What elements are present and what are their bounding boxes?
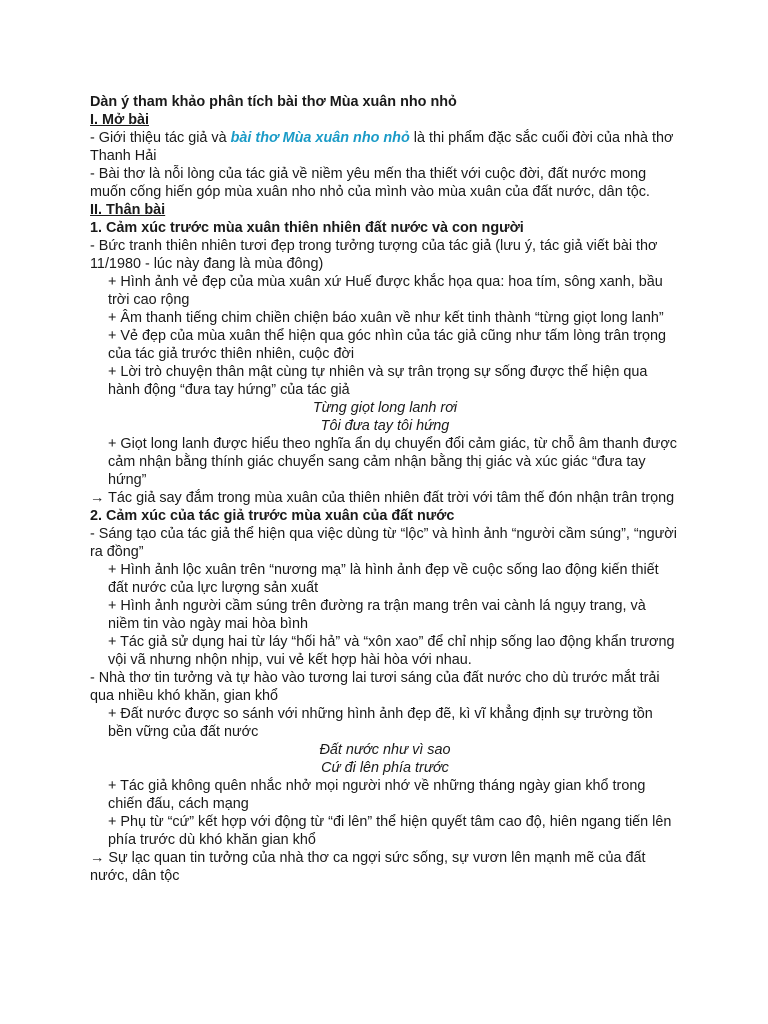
paragraph: - Bài thơ là nỗi lòng của tác giả về niềm yêu mến tha thiết với cuộc đời, đất nước mong muốn cống hiến góp mùa xuân nho nhỏ của mình vào mùa xuân của đất nước, dân tộc. bbox=[90, 166, 650, 200]
sub-point: + Tác giả sử dụng hai từ láy “hối hả” và “xôn xao” để chỉ nhịp sống lao động khẩn trương vội vã nhưng nhộn nhịp, vui vẻ kết hợp hài hòa với nhau. bbox=[108, 634, 675, 668]
sub-point: + Hình ảnh người cầm súng trên đường ra trận mang trên vai cành lá ngụy trang, và niềm tin vào ngày mai hòa bình bbox=[108, 598, 646, 632]
section-heading-mo-bai: I. Mở bài bbox=[90, 112, 150, 128]
sub-point: + Phụ từ “cứ” kết hợp với động từ “đi lên” thể hiện quyết tâm cao độ, hiên ngang tiến lên phía trước dù khó khăn gian khổ bbox=[108, 814, 672, 848]
sub-point: + Hình ảnh lộc xuân trên “nương mạ” là hình ảnh đẹp về cuộc sống lao động kiến thiết đất nước của lực lượng sản xuất bbox=[108, 562, 659, 596]
sub-point: + Lời trò chuyện thân mật cùng tự nhiên và sự trân trọng sự sống được thể hiện qua hành động “đưa tay hứng” của tác giả bbox=[108, 364, 648, 398]
poem-line: Đất nước như vì sao bbox=[319, 742, 451, 758]
conclusion-point: → Tác giả say đắm trong mùa xuân của thiên nhiên đất trời với tâm thế đón nhận trân trọng bbox=[90, 490, 675, 506]
poem-line: Cứ đi lên phía trước bbox=[321, 760, 449, 776]
sub-point: + Vẻ đẹp của mùa xuân thể hiện qua góc nhìn của tác giả cũng như tấm lòng trân trọng của tác giả trước thiên nhiên, cuộc đời bbox=[108, 328, 667, 362]
poem-line: Tôi đưa tay tôi hứng bbox=[320, 418, 450, 434]
sub-point: + Giọt long lanh được hiểu theo nghĩa ẩn dụ chuyển đổi cảm giác, từ chỗ âm thanh được cảm nhận bằng thính giác chuyển sang cảm nhận bằng thị giác và xúc giác “đưa tay hứng” bbox=[108, 436, 677, 488]
intro-paragraph bbox=[90, 129, 680, 165]
subsection-heading-2: 2. Cảm xúc của tác giả trước mùa xuân của đất nước bbox=[90, 508, 455, 524]
section-heading-than-bai: II. Thân bài bbox=[90, 202, 166, 218]
sub-point: + Âm thanh tiếng chim chiền chiện báo xuân về như kết tinh thành “từng giọt long lanh” bbox=[108, 310, 664, 326]
poem-link[interactable]: bài thơ Mùa xuân nho nhỏ bbox=[230, 130, 410, 146]
paragraph: - Bức tranh thiên nhiên tươi đẹp trong tưởng tượng của tác giả (lưu ý, tác giả viết bài thơ 11/1980 - lúc này đang là mùa đông) bbox=[90, 238, 658, 272]
intro-text-pre: - Giới thiệu tác giả và bbox=[90, 130, 231, 146]
document-page bbox=[90, 93, 680, 885]
subsection-heading-1: 1. Cảm xúc trước mùa xuân thiên nhiên đất nước và con người bbox=[90, 220, 524, 236]
sub-point: + Hình ảnh vẻ đẹp của mùa xuân xứ Huế được khắc họa qua: hoa tím, sông xanh, bầu trời cao rộng bbox=[108, 274, 663, 308]
poem-line: Từng giọt long lanh rơi bbox=[312, 400, 458, 416]
intro-text-post: là thi phẩm đặc sắc cuối đời của nhà thơ Thanh Hải bbox=[90, 130, 674, 164]
paragraph: - Sáng tạo của tác giả thể hiện qua việc dùng từ “lộc” và hình ảnh “người cầm súng”, “người ra đồng” bbox=[90, 526, 677, 560]
sub-point: + Đất nước được so sánh với những hình ảnh đẹp đẽ, kì vĩ khẳng định sự trường tồn bền vững của đất nước bbox=[108, 706, 653, 740]
sub-point: + Tác giả không quên nhắc nhở mọi người nhớ về những tháng ngày gian khổ trong chiến đấu, cách mạng bbox=[108, 778, 646, 812]
paragraph: - Nhà thơ tin tưởng và tự hào vào tương lai tươi sáng của đất nước cho dù trước mắt trải qua nhiều khó khăn, gian khổ bbox=[90, 670, 660, 704]
conclusion-point: → Sự lạc quan tin tưởng của nhà thơ ca ngợi sức sống, sự vươn lên mạnh mẽ của đất nước, dân tộc bbox=[90, 850, 646, 884]
document-title: Dàn ý tham khảo phân tích bài thơ Mùa xuân nho nhỏ bbox=[90, 94, 457, 110]
